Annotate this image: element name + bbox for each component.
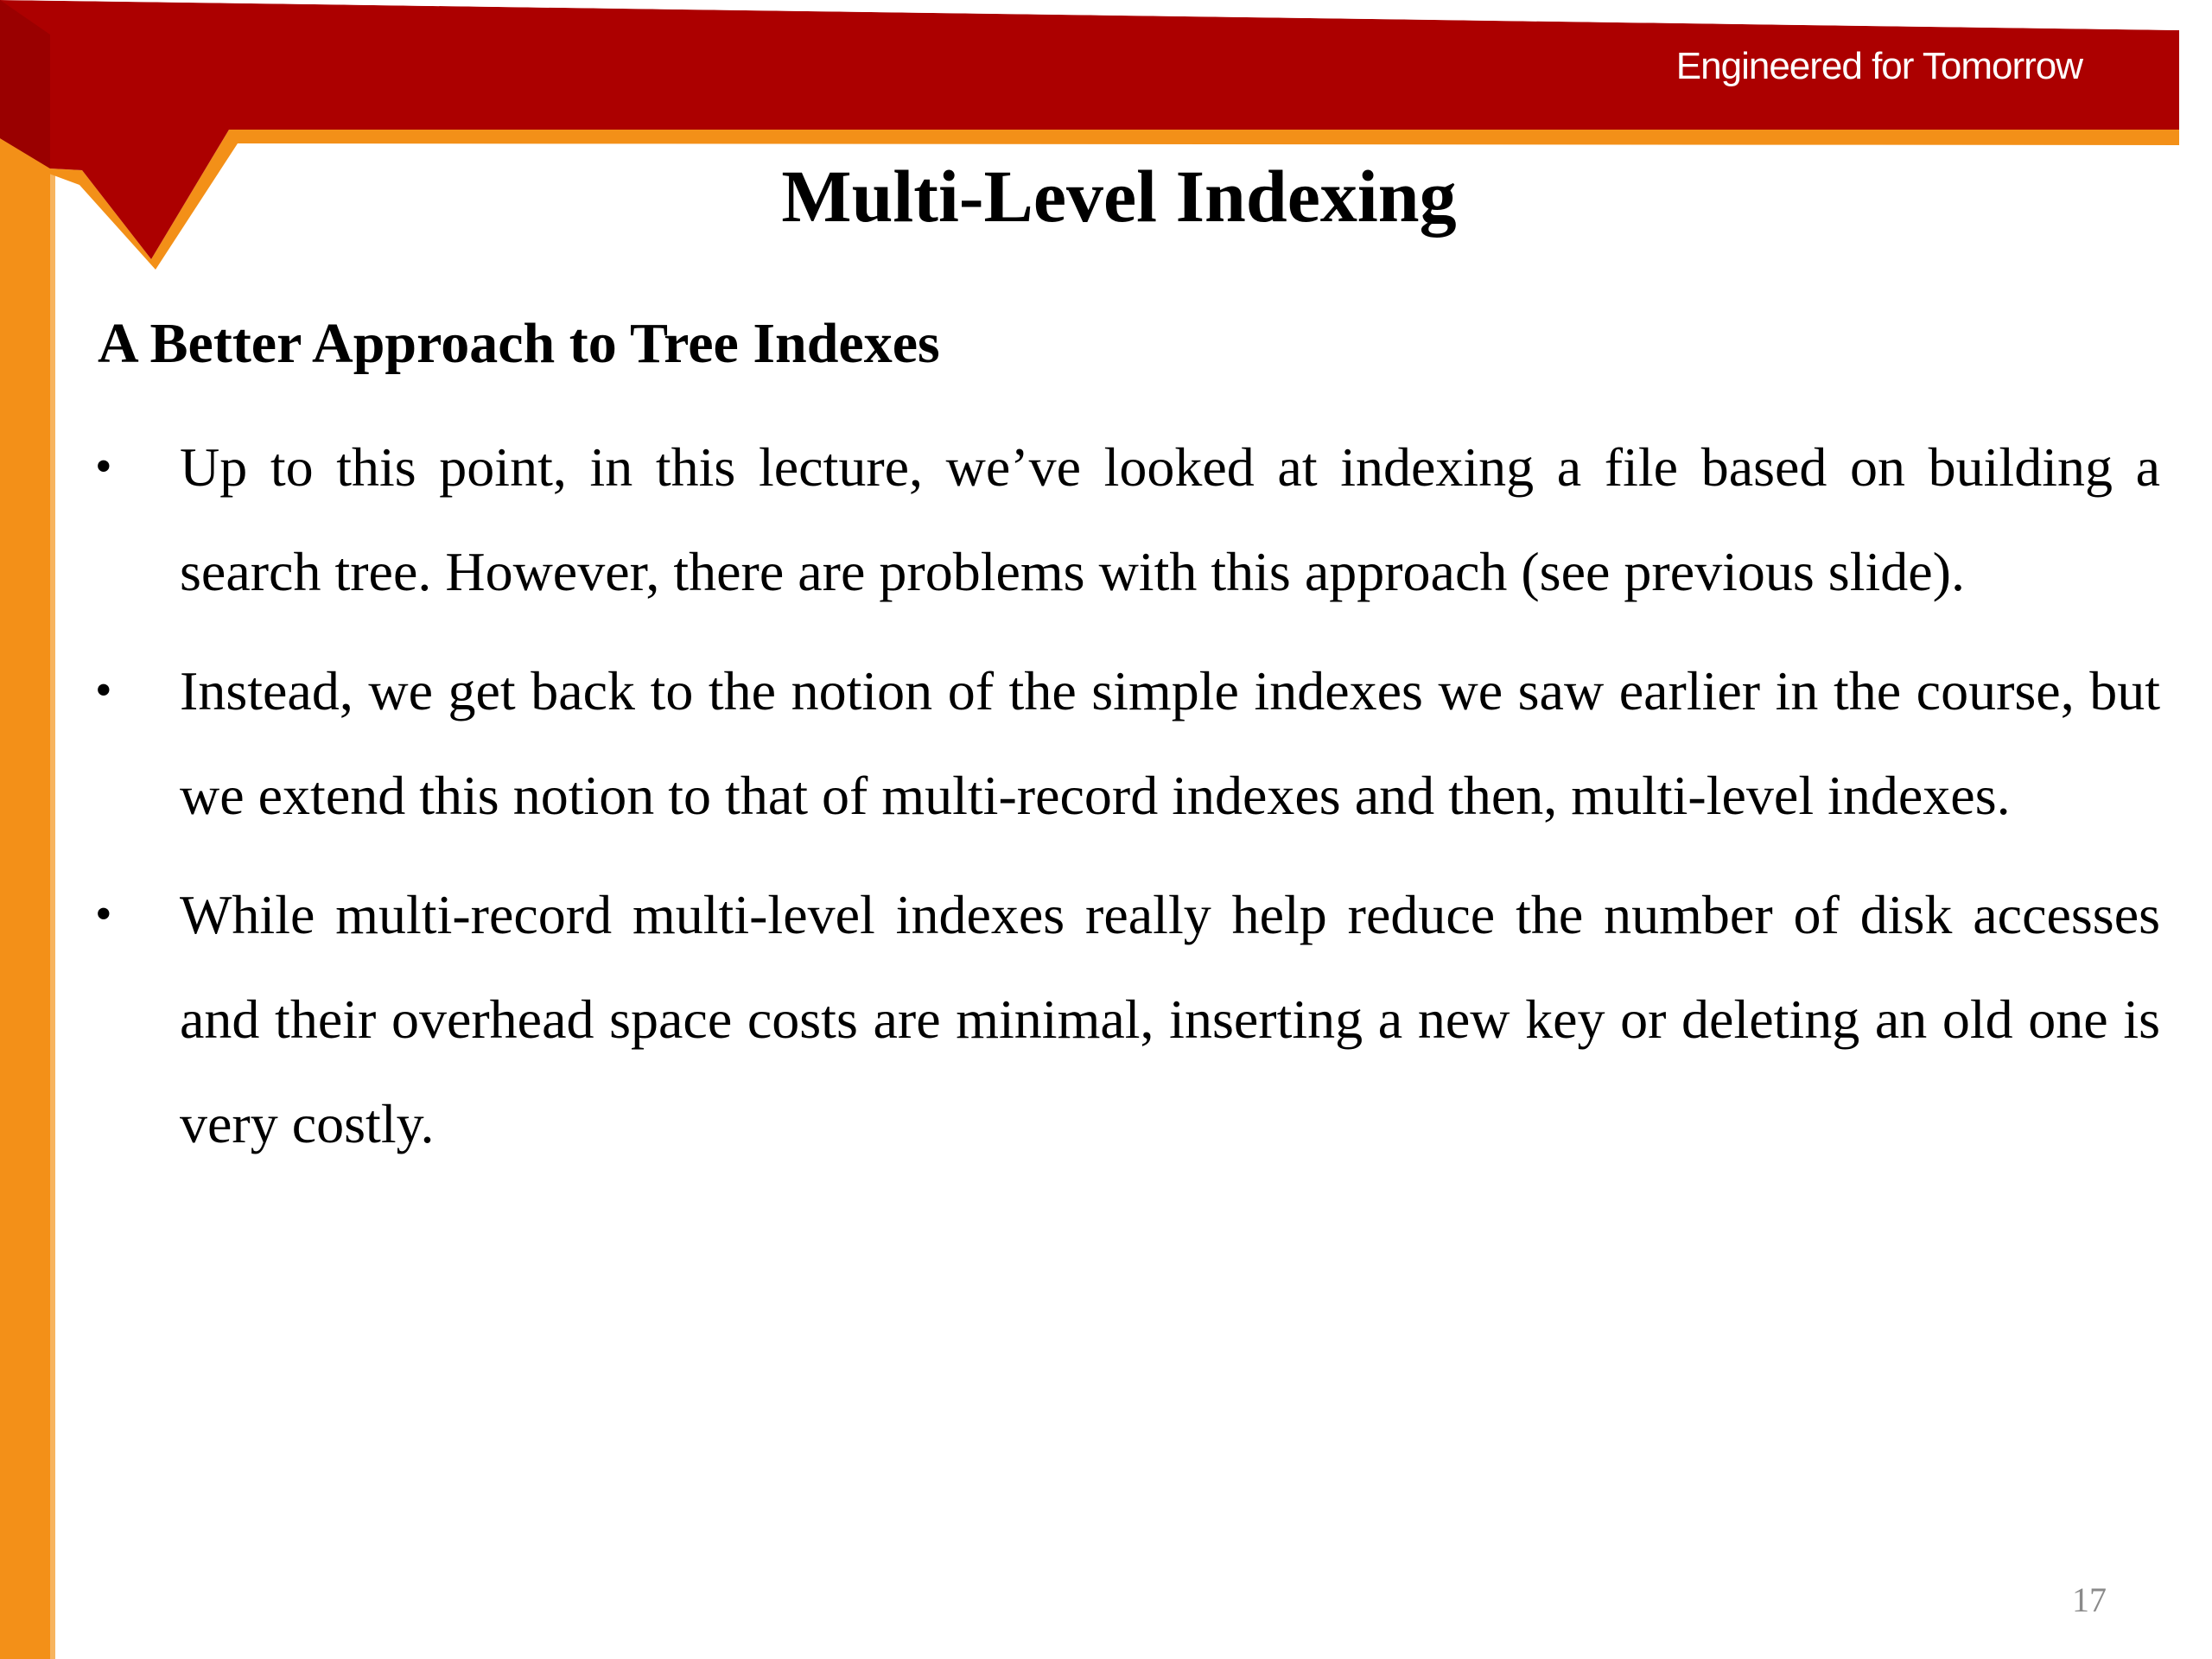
- bullet-list: [95, 415, 2160, 1191]
- bullet-text: Up to this point, in this lecture, we’ve looked at indexing a file based on building a search tree. However, there are problems with this approach (see previous slide).: [180, 436, 2160, 602]
- bullet-text: While multi-record multi-level indexes really help reduce the number of disk accesses and their overhead space costs are minimal, inserting a new key or deleting an old one is very costly.: [180, 884, 2160, 1154]
- slide-subtitle: A Better Approach to Tree Indexes: [98, 312, 940, 375]
- page-number: 17: [2072, 1580, 2107, 1619]
- left-orange-strip-shade: [50, 168, 55, 1659]
- slide-title: Multi-Level Indexing: [781, 155, 1457, 238]
- left-orange-strip: [0, 138, 50, 1659]
- bullet-text: Instead, we get back to the notion of the simple indexes we saw earlier in the course, but we extend this notion to that of multi-record indexes and then, multi-level indexes.: [180, 660, 2160, 826]
- bullet-icon: •: [95, 664, 112, 717]
- bullet-item: [95, 639, 2160, 848]
- header-tagline: Engineered for Tomorrow: [1675, 45, 2082, 87]
- bullet-icon: •: [95, 440, 112, 493]
- bullet-item: [95, 415, 2160, 624]
- bullet-icon: •: [95, 887, 112, 941]
- bullet-item: [95, 862, 2160, 1176]
